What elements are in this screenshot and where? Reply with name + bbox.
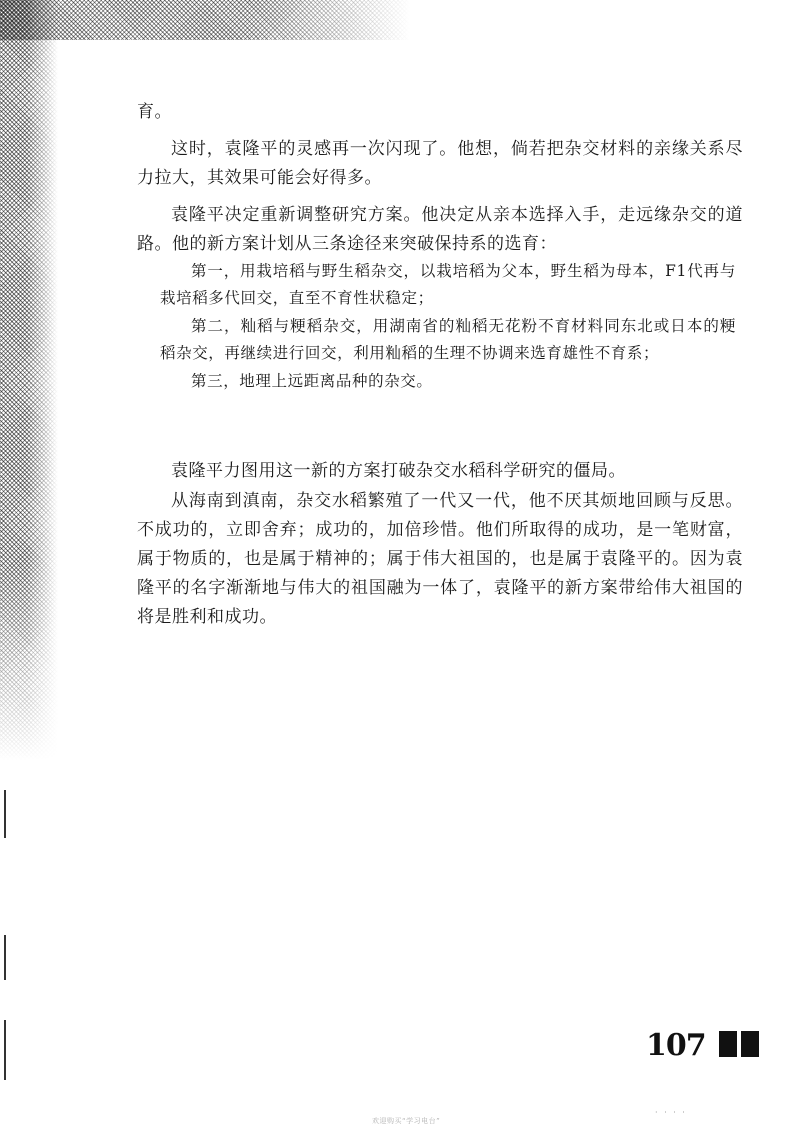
footer-watermark: 欢迎购买“学习电台”: [372, 1117, 441, 1125]
scan-edge-line: [4, 790, 6, 838]
scan-edge-line: [4, 1020, 6, 1080]
quote-item: 第二，籼稻与粳稻杂交，用湖南省的籼稻无花粉不育材料同东北或日本的粳稻杂交，再继续进行回交，利用籼稻的生理不协调来选育雄性不育系；: [160, 317, 736, 362]
quote-item: 第一，用栽培稻与野生稻杂交，以栽培稻为父本，野生稻为母本，F1代再与栽培稻多代回交，直至不育性状稳定；: [160, 262, 736, 307]
paragraph: 袁隆平力图用这一新的方案打破杂交水稻科学研究的僵局。: [171, 461, 626, 481]
scan-edge-line: [4, 935, 6, 980]
plan-quote-block: [160, 258, 736, 396]
paragraph: 这时，袁隆平的灵感再一次闪现了。他想，倘若把杂交材料的亲缘关系尽力拉大，其效果可能会好得多。: [137, 139, 743, 188]
paragraph: 从海南到滇南，杂交水稻繁殖了一代又一代，他不厌其烦地回顾与反思。不成功的，立即舍弃；成功的，加倍珍惜。他们所取得的成功，是一笔财富，属于物质的，也是属于精神的；属于伟大祖国的，也是属于袁隆平的。因为袁隆平的名字渐渐地与伟大的祖国融为一体了，袁隆平的新方案带给伟大祖国的将是胜利和成功。: [137, 491, 743, 627]
page-number-decoration: [719, 1031, 763, 1061]
scan-shadow-top: [0, 0, 410, 40]
main-text-lower: [137, 457, 743, 633]
paragraph-continuation: 育。: [137, 102, 172, 122]
paragraph: 袁隆平决定重新调整研究方案。他决定从亲本选择入手，走远缘杂交的道路。他的新方案计划从三条途径来突破保持系的选育：: [137, 205, 743, 254]
page-number: 107: [646, 1028, 706, 1063]
quote-item: 第三，地理上远距离品种的杂交。: [191, 372, 433, 390]
scan-dots: · · · ·: [655, 1108, 687, 1117]
main-text-upper: [137, 98, 743, 267]
scan-shadow-fade: [0, 560, 58, 760]
